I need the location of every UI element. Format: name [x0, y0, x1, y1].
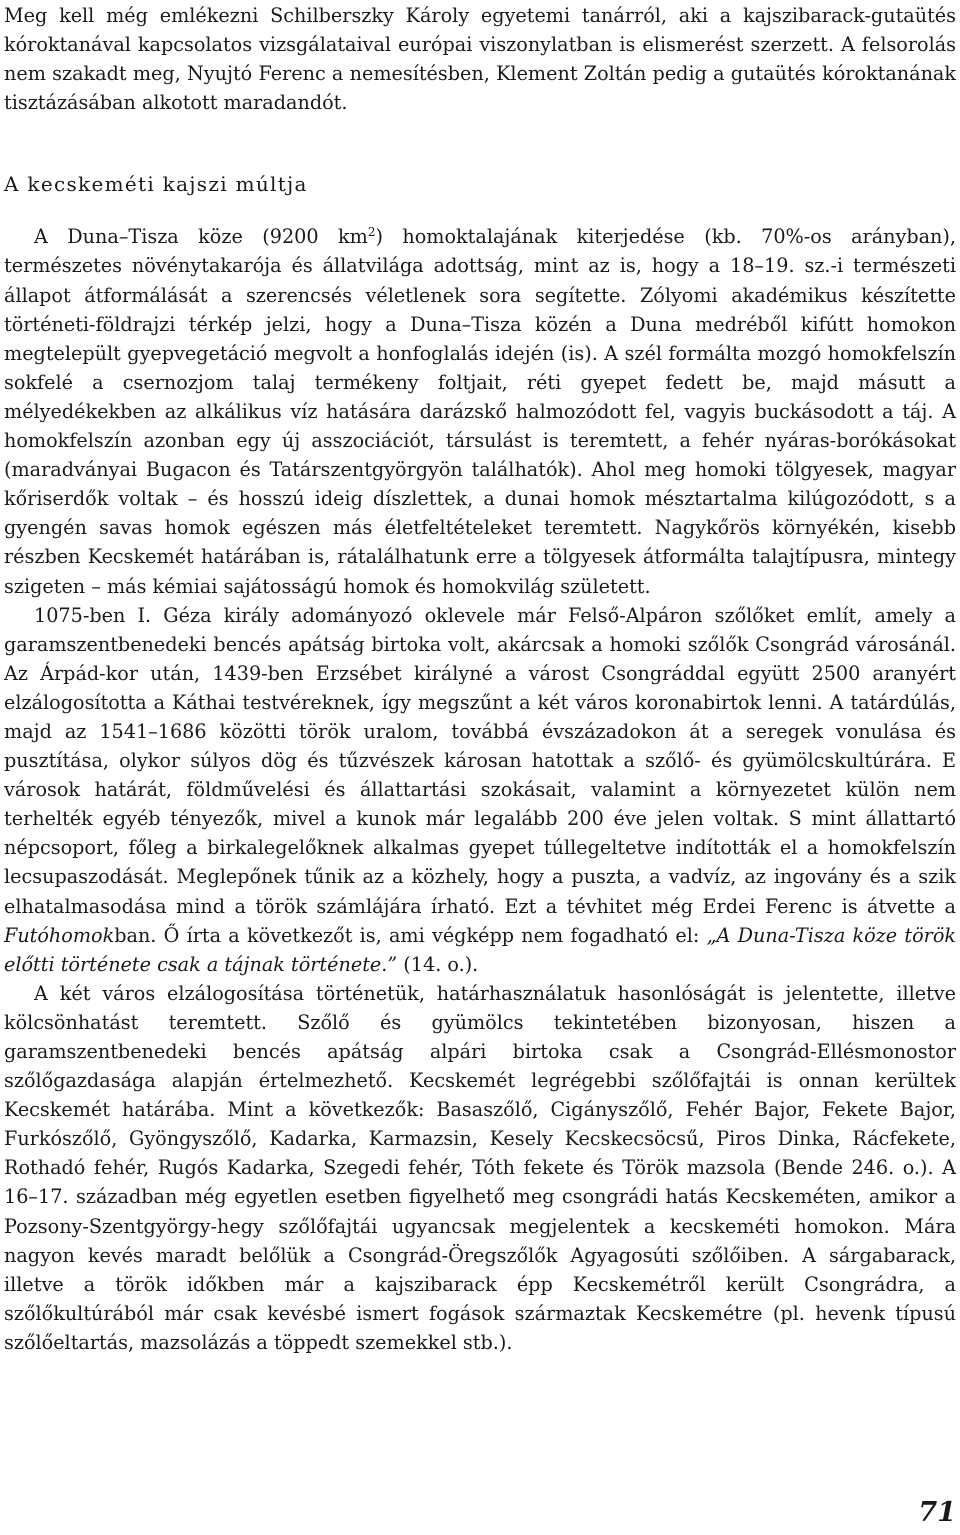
paragraph-history-text-start: 1075-ben I. Géza király adományozó oklevele már Felső-Alpáron szőlőket említ, amely a garamszentbenedeki bencés apátság birtoka volt, akárcsak a homoki szőlők Csongrád városánál. Az Árpád-kor után, 1439-ben Erzsébet királyné a várost Csongráddal együtt 2500 aranyért elzálogosította a Káthai testvéreknek, így megszűnt a két város koronabirtok lenni. A tatárdúlás, majd az 1541–1686 közötti török uralom, továbbá évszázadokon át a seregek vonulása és pusztítása, olykor súlyos dög és tűzvészek károsan hatottak a szőlő- és gyümölcskultúrára. E városok határát, földművelési és állattartási szokásait, valamint a környezetet külön nem terhelték egyéb tényezők, mivel a kunok már legalább 200 éve jelen voltak. S mint állattartó népcsoport, főleg a birkalegelőknek alkalmas gyepet túllegeltetve indították el a homokfelszín lecsupaszodását. Meglepőnek tűnik az a közhely, hogy a puszta, a vadvíz, az ingovány és a szik elhatalmasodása mind a török számlájára írható. Ezt a tévhitet még Erdei Ferenc is átvette a — [4, 603, 956, 918]
section-title: A kecskeméti kajszi múltja — [4, 172, 308, 197]
paragraph-history — [4, 601, 956, 979]
paragraph-soil-text-end: ) homoktalajának kiterjedése (kb. 70%-os arányban), természetes növénytakarója és állatvilága adottság, mint az is, hogy a 18–19. sz.-i természeti állapot átformálását a szerencsés véletlenek sora segítette. Zólyomi akadémikus készítette történeti-földrajzi térkép jelzi, hogy a Duna–Tisza közén a Duna medréből kifútt homokon megtelepült gyepvegetáció megvolt a honfoglalás idején (is). A szél formálta mozgó homokfelszín sokfelé a csernozjom talaj termékeny foltjait, réti gyepet fedett be, majd másutt a mélyedékekben az alkálikus víz hatására darázskő halmozódott fel, vagyis buckásodott a táj. A homokfelszín azonban egy új asszociációt, társulást is teremtett, a fehér nyáras-borókásokat (maradványai Bugacon és Tatárszentgyörgyön találhatók). Ahol meg homoki tölgyesek, magyar kőriserdők voltak – és hosszú ideig díszlettek, a dunai homok mésztartalma kilúgozódott, s a gyengén savas homok egészen más életfeltételeket teremtett. Nagykőrös környékén, kisebb részben Kecskemét határában is, rátalálhatunk erre a tölgyesek átformálta talajtípusra, mintegy szigeten – más kémiai sajátosságú homok és homokvilág született. — [4, 225, 957, 598]
paragraph-history-text-middle: ban. Ő írta a következőt is, ami végképp nem fogadható el: — [114, 923, 707, 947]
quotation: „A Duna-Tisza köze török előtti története csak a tájnak története.” — [4, 923, 956, 976]
superscript-2: 2 — [367, 225, 376, 240]
book-title-futohomok: Futóhomok — [4, 923, 115, 947]
paragraph-history-text-end: (14. o.). — [397, 952, 479, 976]
paragraph-soil-text-start: A Duna–Tisza köze (9200 km — [34, 225, 368, 249]
page-number: 71 — [918, 1497, 956, 1528]
book-page — [4, 0, 956, 1357]
paragraph-grape-varieties: A két város elzálogosítása történetük, határhasználatuk hasonlóságát is jelentette, illetve kölcsönhatást teremtett. Szőlő és gyümölcs tekintetében bizonyosan, hiszen a garamszentbenedeki bencés apátság alpári birtoka csak a Csongrád-Ellésmonostor szőlőgazdasága alapján értelmezhető. Kecskemét legrégebbi szőlőfajtái is onnan kerültek Kecskemét határába. Mint a következők: Basaszőlő, Cigányszőlő, Fehér Bajor, Fekete Bajor, Furkószőlő, Gyöngyszőlő, Kadarka, Karmazsin, Kesely Kecskecsöcsű, Piros Dinka, Rácfekete, Rothadó fehér, Rugós Kadarka, Szegedi fehér, Tóth fekete és Török mazsola (Bende 246. o.). A 16–17. században még egyetlen esetben figyelhető meg csongrádi hatás Kecskeméten, amikor a Pozsony-Szentgyörgy-hegy szőlőfajtái ugyancsak megjelentek a kecskeméti homokon. Mára nagyon kevés maradt belőlük a Csongrád-Öregszőlők Agyagosúti szőlőiben. A sárgabarack, illetve a török időkben már a kajszibarack épp Kecskemétről került Csongrádra, a szőlőkultúrából már csak kevésbé ismert fogások származtak Kecskemétre (pl. hevenk típusú szőlőeltartás, mazsolázás a töppedt szemekkel stb.). — [4, 981, 956, 1354]
intro-paragraph: Meg kell még emlékezni Schilberszky Károly egyetemi tanárról, aki a kajszibarack-gutaütés kóroktanával kapcsolatos vizsgálataival európai viszonylatban is elismerést szerzett. A felsorolás nem szakadt meg, Nyujtó Ferenc a nemesítésben, Klement Zoltán pedig a gutaütés kóroktanának tisztázásában alkotott maradandót. — [4, 4, 956, 115]
paragraph-soil — [4, 222, 956, 600]
